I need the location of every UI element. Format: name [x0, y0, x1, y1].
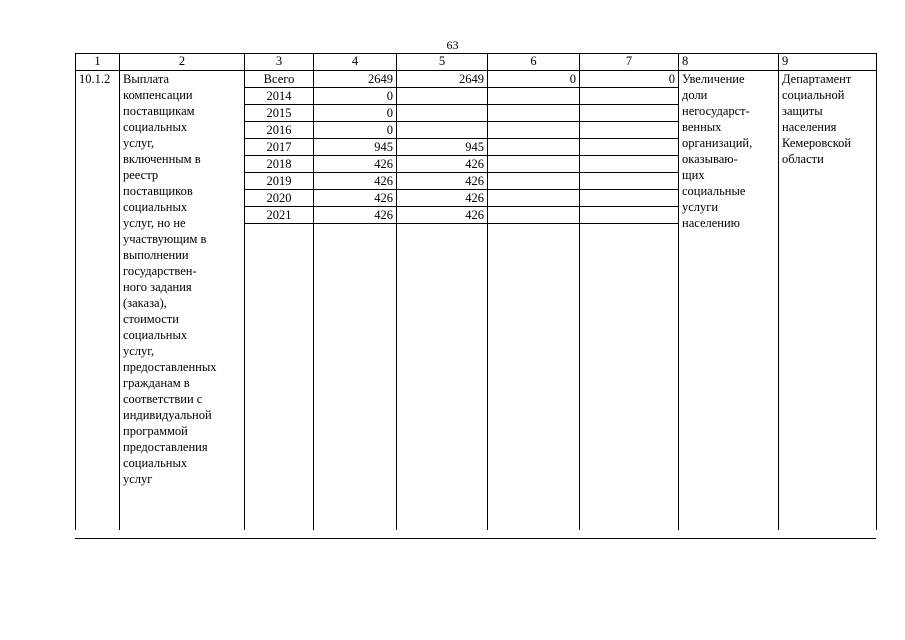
- filler-cell: [580, 224, 679, 531]
- year-cell: 2019: [245, 173, 314, 190]
- header-cell: 1: [76, 54, 120, 71]
- year-cell: 2018: [245, 156, 314, 173]
- table-row: [76, 71, 877, 88]
- value-cell: [580, 88, 679, 105]
- year-cell: 2021: [245, 207, 314, 224]
- value-cell: 426: [397, 190, 488, 207]
- executor: Департамент социальной защиты населения Кемеровской области: [779, 71, 877, 531]
- value-cell: [397, 105, 488, 122]
- header-row: [76, 54, 877, 71]
- filler-cell: [314, 224, 397, 531]
- header-cell: 6: [488, 54, 580, 71]
- year-cell: 2014: [245, 88, 314, 105]
- page-number: 63: [446, 38, 459, 52]
- measures-table: [75, 53, 877, 530]
- value-cell: 2649: [314, 71, 397, 88]
- value-cell: [488, 105, 580, 122]
- header-cell: 7: [580, 54, 679, 71]
- expected-result: Увеличение доли негосударст- венных организаций, оказываю- щих социальные услуги населению: [679, 71, 779, 531]
- value-cell: [488, 173, 580, 190]
- value-cell: [488, 207, 580, 224]
- value-cell: 426: [397, 173, 488, 190]
- value-cell: 426: [314, 190, 397, 207]
- table-bottom-border: [75, 538, 876, 539]
- header-cell: 2: [120, 54, 245, 71]
- value-cell: [488, 156, 580, 173]
- value-cell: 426: [314, 173, 397, 190]
- value-cell: [580, 139, 679, 156]
- year-cell: 2017: [245, 139, 314, 156]
- value-cell: [580, 190, 679, 207]
- header-cell: 3: [245, 54, 314, 71]
- value-cell: [488, 122, 580, 139]
- value-cell: [580, 105, 679, 122]
- value-cell: 426: [314, 207, 397, 224]
- value-cell: 0: [580, 71, 679, 88]
- value-cell: 0: [314, 88, 397, 105]
- value-cell: [580, 207, 679, 224]
- value-cell: [397, 88, 488, 105]
- value-cell: [580, 173, 679, 190]
- header-cell: 4: [314, 54, 397, 71]
- value-cell: 426: [397, 156, 488, 173]
- filler-cell: [245, 224, 314, 531]
- value-cell: 0: [314, 122, 397, 139]
- value-cell: [488, 190, 580, 207]
- year-cell: 2016: [245, 122, 314, 139]
- header-cell: 8: [679, 54, 779, 71]
- value-cell: [580, 122, 679, 139]
- value-cell: 0: [314, 105, 397, 122]
- header-cell: 9: [779, 54, 877, 71]
- value-cell: [397, 122, 488, 139]
- value-cell: 2649: [397, 71, 488, 88]
- value-cell: 945: [314, 139, 397, 156]
- header-cell: 5: [397, 54, 488, 71]
- measure-code: 10.1.2: [76, 71, 120, 531]
- value-cell: 945: [397, 139, 488, 156]
- value-cell: 0: [488, 71, 580, 88]
- value-cell: [580, 156, 679, 173]
- filler-cell: [488, 224, 580, 531]
- value-cell: [488, 139, 580, 156]
- filler-cell: [397, 224, 488, 531]
- measure-description: Выплата компенсации поставщикам социальных услуг, включенным в реестр поставщиков социальных услуг, но не участвующим в выполнении государствен- ного задания (заказа), стоимости социальных услуг, предоставленных гражданам в соответствии с индивидуальной программой предоставления социальных услуг: [120, 71, 245, 531]
- year-cell: 2015: [245, 105, 314, 122]
- year-cell: 2020: [245, 190, 314, 207]
- value-cell: [488, 88, 580, 105]
- year-cell: Всего: [245, 71, 314, 88]
- value-cell: 426: [397, 207, 488, 224]
- value-cell: 426: [314, 156, 397, 173]
